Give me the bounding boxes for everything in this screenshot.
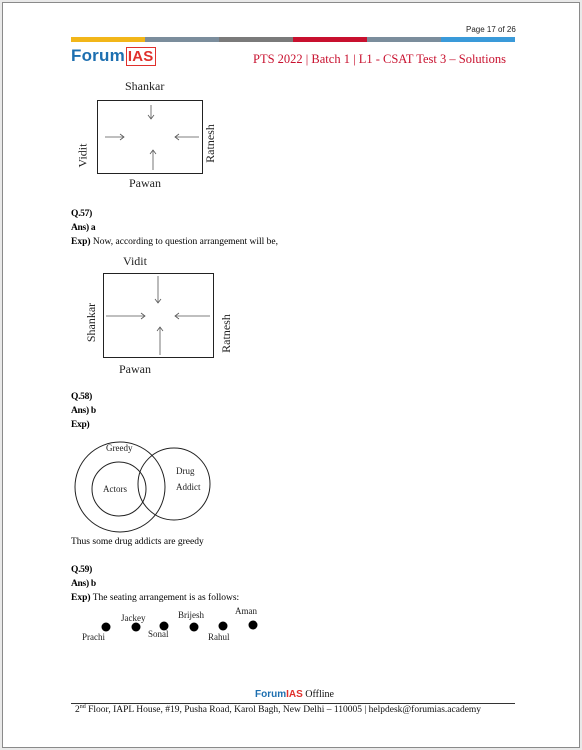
seat-label-sonal: Sonal (148, 629, 169, 639)
diagram2-left-label: Shankar (84, 302, 99, 343)
seat-dot (102, 623, 111, 632)
q57-exp-text: Now, according to question arrangement will be, (90, 237, 279, 247)
footer-offline: Offline (302, 689, 334, 700)
venn-greedy-label: Greedy (106, 443, 133, 453)
q57-exp-label: Exp) (71, 237, 91, 247)
footer-address-sup: nd (79, 704, 86, 710)
stripe-segment (219, 37, 293, 42)
logo-brand: Forum (71, 46, 125, 65)
seat-dot (190, 623, 199, 632)
q58-exp-label: Exp) (71, 420, 90, 430)
seat-label-jackey: Jackey (121, 613, 146, 623)
page-number: Page 17 of 26 (466, 25, 516, 34)
venn-drug-label: Drug (176, 466, 195, 476)
q57-explanation (71, 237, 278, 247)
document-page (2, 2, 580, 748)
footer-brand-suffix: IAS (286, 689, 303, 700)
seating-arrangement (73, 603, 273, 647)
stripe-segment (145, 37, 219, 42)
seat-dot (249, 621, 258, 630)
footer-brand-name: Forum (255, 689, 287, 700)
q58-number: Q.58) (71, 392, 92, 402)
diagram1-top-label: Shankar (125, 79, 165, 93)
footer-address-text: Floor, IAPL House, #19, Pusha Road, Karol Bagh, New Delhi – 110005 | helpdesk@forumias.academy (85, 705, 482, 716)
stripe-segment (441, 37, 515, 42)
logo-suffix: IAS (127, 48, 154, 65)
venn-actors-label: Actors (103, 484, 127, 494)
stripe-segment (293, 37, 367, 42)
venn-diagram (73, 435, 223, 537)
diagram2-right-label: Ratnesh (218, 314, 233, 353)
q59-number: Q.59) (71, 565, 92, 575)
q58-answer: Ans) b (71, 406, 96, 416)
venn-addict-label: Addict (176, 482, 201, 492)
diagram2-top-label: Vidit (123, 254, 147, 268)
header-color-stripe (71, 37, 515, 42)
diagram2-bottom-label: Pawan (119, 362, 151, 376)
seat-label-brijesh: Brijesh (178, 610, 204, 620)
footer-brand (255, 689, 334, 700)
q59-explanation (71, 593, 239, 603)
forumias-logo (71, 46, 156, 66)
footer-address-floor: 2 (75, 705, 80, 716)
q58-conclusion: Thus some drug addicts are greedy (71, 537, 204, 547)
seat-dot (219, 622, 228, 631)
footer-address (75, 704, 481, 715)
q59-exp-text: The seating arrangement is as follows: (90, 593, 240, 603)
q57-answer: Ans) a (71, 223, 96, 233)
q57-number: Q.57) (71, 209, 92, 219)
diagram1-right-label: Ratnesh (202, 124, 217, 163)
test-title: PTS 2022 | Batch 1 | L1 - CSAT Test 3 – Solutions (253, 52, 506, 66)
q59-exp-label: Exp) (71, 593, 91, 603)
seat-label-prachi: Prachi (82, 632, 105, 642)
seat-label-aman: Aman (235, 606, 257, 616)
stripe-segment (71, 37, 145, 42)
seat-dot (132, 623, 141, 632)
diagram1-bottom-label: Pawan (129, 176, 161, 190)
seat-label-rahul: Rahul (208, 632, 230, 642)
diagram1-table (97, 100, 203, 174)
stripe-segment (367, 37, 441, 42)
q59-answer: Ans) b (71, 579, 96, 589)
diagram2-table (103, 273, 214, 358)
diagram1-left-label: Vidit (75, 143, 90, 168)
